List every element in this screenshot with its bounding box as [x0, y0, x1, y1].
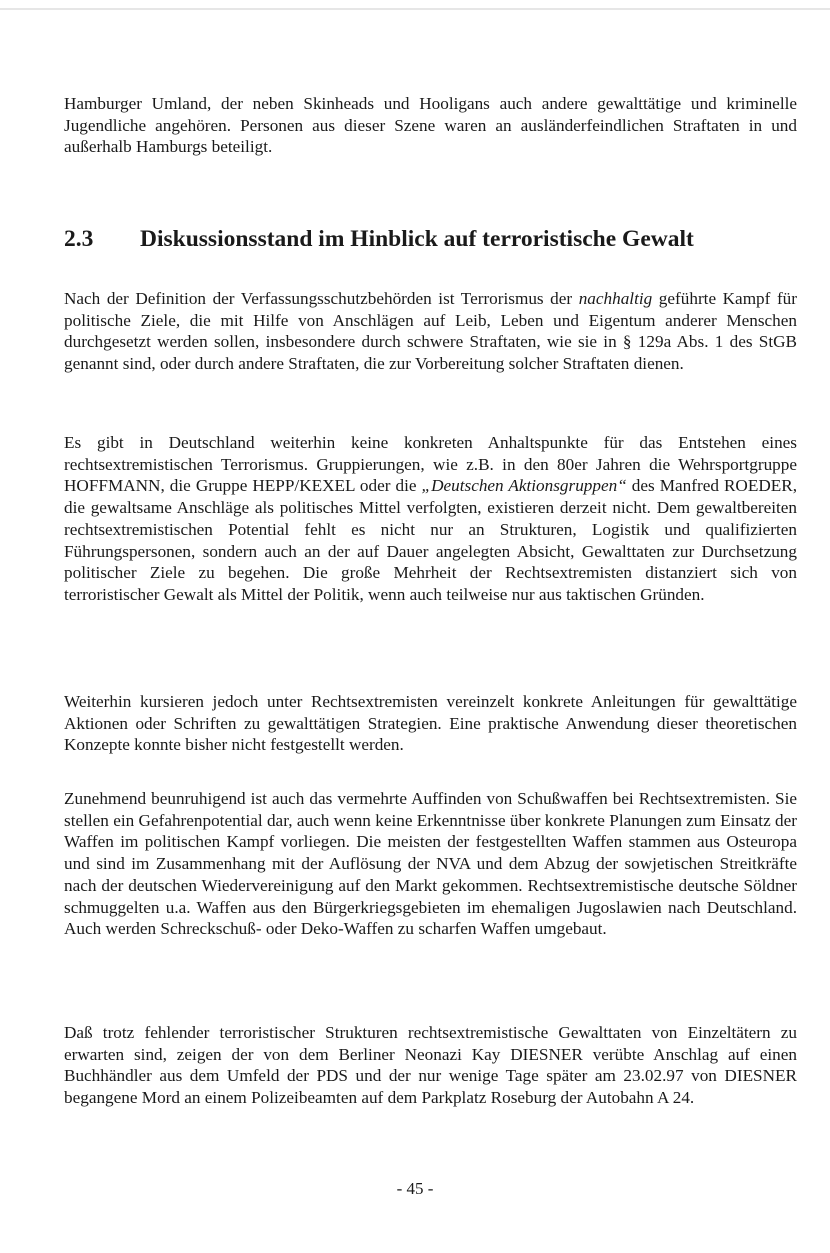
- paragraph-definition: [64, 288, 797, 375]
- paragraph-1-text-a: Nach der Definition der Verfassungsschutzbehörden ist Terrorismus der: [64, 289, 579, 308]
- section-title: Diskussionsstand im Hinblick auf terroristische Gewalt: [140, 226, 694, 252]
- paragraph-weapons: Zunehmend beunruhigend ist auch das vermehrte Auffinden von Schußwaffen bei Rechtsextremisten. Sie stellen ein Gefahrenpotential dar, auch wenn keine Erkenntnisse über konkrete Planungen zum Einsatz der Waffen im politischen Kampf vorliegen. Die meisten der festgestellten Waffen stammen aus Osteuropa und sind im Zusammenhang mit der Auflösung der NVA und dem Abzug der sowjetischen Streitkräfte nach der deutschen Wiedervereinigung auf den Markt gekommen. Rechtsextremistische deutsche Söldner schmuggelten u.a. Waffen aus den Bürgerkriegsgebieten im ehemaligen Jugoslawien nach Deutschland. Auch werden Schreckschuß- oder Deko-Waffen zu scharfen Waffen umgebaut.: [64, 789, 797, 939]
- intro-paragraph: Hamburger Umland, der neben Skinheads und Hooligans auch andere gewalttätige und kriminelle Jugendliche angehören. Personen aus dieser Szene waren an ausländerfeindlichen Straftaten in und außerhalb Hamburgs beteiligt.: [64, 94, 797, 157]
- paragraph-instructions: Weiterhin kursieren jedoch unter Rechtsextremisten vereinzelt konkrete Anleitungen für gewalttätige Aktionen oder Schriften zu gewalttätigen Strategien. Eine praktische Anwendung dieser theoretischen Konzepte konnte bisher nicht festgestellt werden.: [64, 692, 797, 755]
- paragraph-no-terrorism: [64, 432, 797, 606]
- paragraph-2-text-b: des Manfred ROEDER, die gewaltsame Anschläge als politisches Mittel verfolgten, existieren derzeit nicht. Dem gewaltbereiten rechtsextremistischen Potential fehlt es nicht nur an Strukturen, Logistik und qualifizierten Führungspersonen, sondern auch an der auf Dauer angelegten Absicht, Gewalttaten zur Durchsetzung politischer Ziele zu begehen. Die große Mehrheit der Rechtsextremisten distanziert sich von terroristischer Gewalt als Mittel der Politik, wenn auch teilweise nur aus taktischen Gründen.: [64, 476, 797, 604]
- section-number: 2.3: [64, 226, 94, 252]
- page-number: - 45 -: [396, 1179, 434, 1198]
- paragraph-2-italic: „Deutschen Aktionsgruppen“: [421, 476, 627, 496]
- paragraph-2-text-a: Es gibt in Deutschland weiterhin keine konkreten Anhaltspunkte für das Entstehen eines rechtsextremistischen Terrorismus. Gruppierungen, wie z.B. in den 80er Jahren die Wehrsportgruppe HOFFMANN, die Gruppe HEPP/KEXEL oder die: [64, 433, 797, 496]
- top-edge-rule: [0, 8, 830, 10]
- section-heading: [64, 224, 797, 254]
- paragraph-individual-perpetrators: Daß trotz fehlender terroristischer Strukturen rechtsextremistische Gewalttaten von Einzeltätern zu erwarten sind, zeigen der von dem Berliner Neonazi Kay DIESNER verübte Anschlag auf einen Buchhändler aus dem Umfeld der PDS und der nur wenige Tage später am 23.02.97 von DIESNER begangene Mord an einem Polizeibeamten auf dem Parkplatz Roseburg der Autobahn A 24.: [64, 1023, 797, 1108]
- paragraph-1-italic: nachhaltig: [578, 289, 653, 308]
- paragraph-1-text-b: geführte Kampf für politische Ziele, die mit Hilfe von Anschlägen auf Leib, Leben und Eigentum anderer Menschen durchgesetzt werden sollen, insbesondere durch schwere Straftaten, wie sie in § 129a Abs. 1 des StGB genannt sind, oder durch andere Straftaten, die zur Vorbereitung solcher Straftaten dienen.: [64, 289, 797, 374]
